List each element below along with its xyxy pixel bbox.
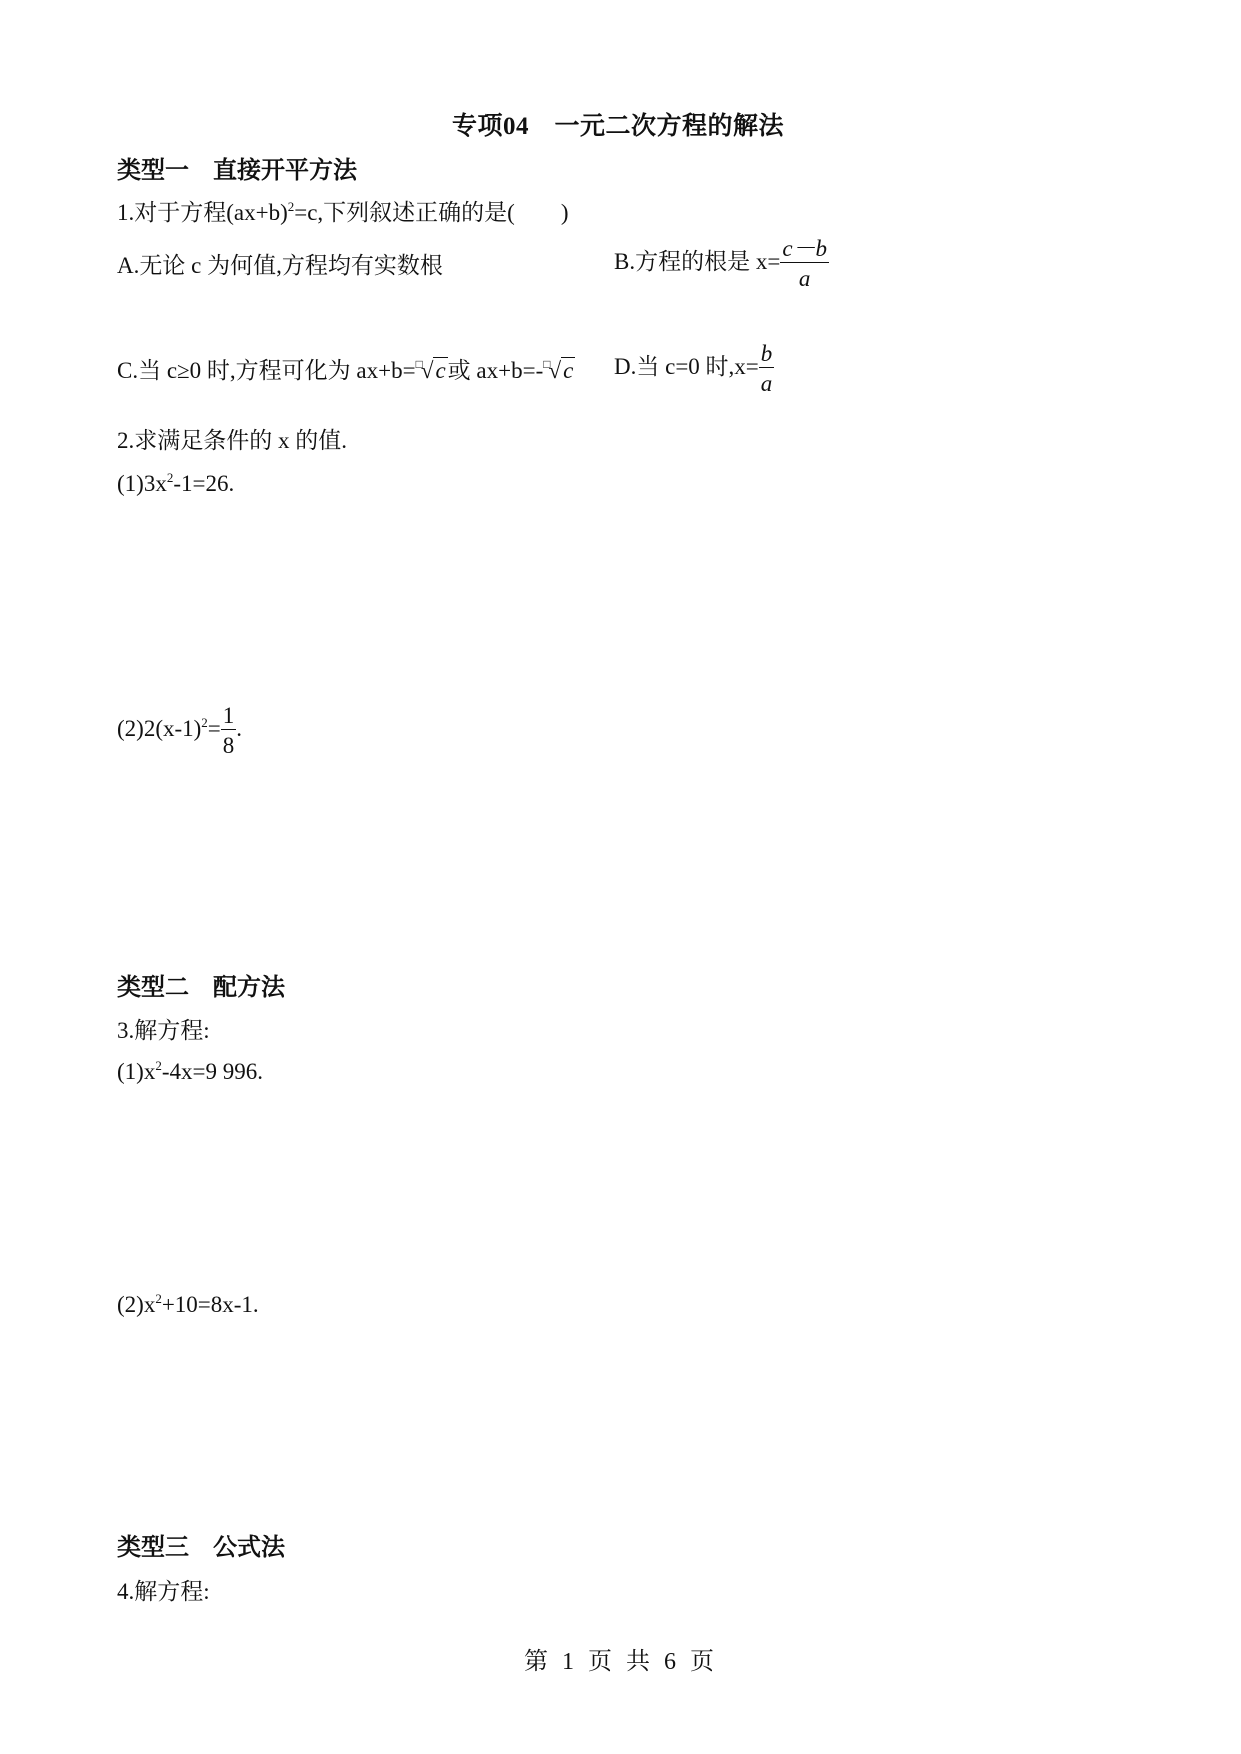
q2p2-end: . xyxy=(236,715,243,741)
radical-sign: √ xyxy=(548,358,562,383)
root-c-negative xyxy=(543,358,575,384)
q2p2-sup: 2 xyxy=(201,714,208,730)
option-d-numerator: b xyxy=(760,341,773,366)
q2p1-pre: (1)3x xyxy=(117,471,167,496)
option-c xyxy=(117,352,575,385)
question-2-part-1 xyxy=(117,470,234,497)
question-2-stem: 2.求满足条件的 x 的值. xyxy=(117,428,347,453)
q1-stem-pre: 1.对于方程(ax+b) xyxy=(117,200,288,225)
q3p2-post: +10=8x-1. xyxy=(161,1292,259,1317)
option-a: A.无论 c 为何值,方程均有实数根 xyxy=(117,253,443,278)
q3p1-post: -4x=9 996. xyxy=(161,1059,263,1084)
question-3-part-2 xyxy=(117,1291,259,1318)
section-heading-3: 类型三 公式法 xyxy=(117,1535,285,1561)
q2p2-eq: = xyxy=(207,715,221,741)
q3p2-sup: 2 xyxy=(155,1291,162,1306)
option-c-label: C.当 c≥0 时,方程可化为 ax+b= xyxy=(117,358,416,383)
option-d-denominator: a xyxy=(759,367,775,395)
q2p2-denominator: 8 xyxy=(221,729,237,757)
q3p1-sup: 2 xyxy=(155,1058,162,1073)
question-3-part-1 xyxy=(117,1058,263,1085)
q2p1-sup: 2 xyxy=(166,470,174,485)
q1-stem-post: =c,下列叙述正确的是( ) xyxy=(294,200,569,225)
root-c-positive xyxy=(416,358,448,384)
option-b-numerator: c－b xyxy=(782,236,828,261)
root-index-box: □ xyxy=(415,357,423,371)
option-d-fraction xyxy=(759,342,775,395)
q2p2-numerator: 1 xyxy=(222,703,235,728)
page-title: 专项04 一元二次方程的解法 xyxy=(452,113,785,140)
question-4-stem: 4.解方程: xyxy=(117,1579,210,1604)
page-footer: 第 1 页 共 6 页 xyxy=(524,1649,718,1675)
radicand: c xyxy=(563,358,574,383)
q3p2-pre: (2)x xyxy=(117,1292,156,1317)
radicand: c xyxy=(435,358,446,383)
q1-stem-sup: 2 xyxy=(287,199,295,214)
q2p2-pre: (2)2(x-1) xyxy=(117,715,202,741)
q3p1-pre: (1)x xyxy=(117,1059,156,1084)
question-3-stem: 3.解方程: xyxy=(117,1018,210,1043)
option-d xyxy=(614,342,774,395)
option-b xyxy=(614,237,829,290)
option-b-fraction xyxy=(780,237,829,290)
section-heading-2: 类型二 配方法 xyxy=(117,975,285,1001)
option-b-label: B.方程的根是 x= xyxy=(614,248,781,274)
option-d-label: D.当 c=0 时,x= xyxy=(614,353,759,379)
q2p1-post: -1=26. xyxy=(173,471,235,496)
section-heading-1: 类型一 直接开平方法 xyxy=(117,158,357,184)
radical-sign: √ xyxy=(420,358,434,383)
root-index-box: □ xyxy=(543,357,551,371)
question-1-stem xyxy=(117,194,569,227)
option-b-denominator: a xyxy=(780,262,829,290)
option-c-middle: 或 ax+b=- xyxy=(447,358,544,383)
question-2-part-2 xyxy=(117,704,242,757)
q2p2-fraction xyxy=(221,704,237,757)
